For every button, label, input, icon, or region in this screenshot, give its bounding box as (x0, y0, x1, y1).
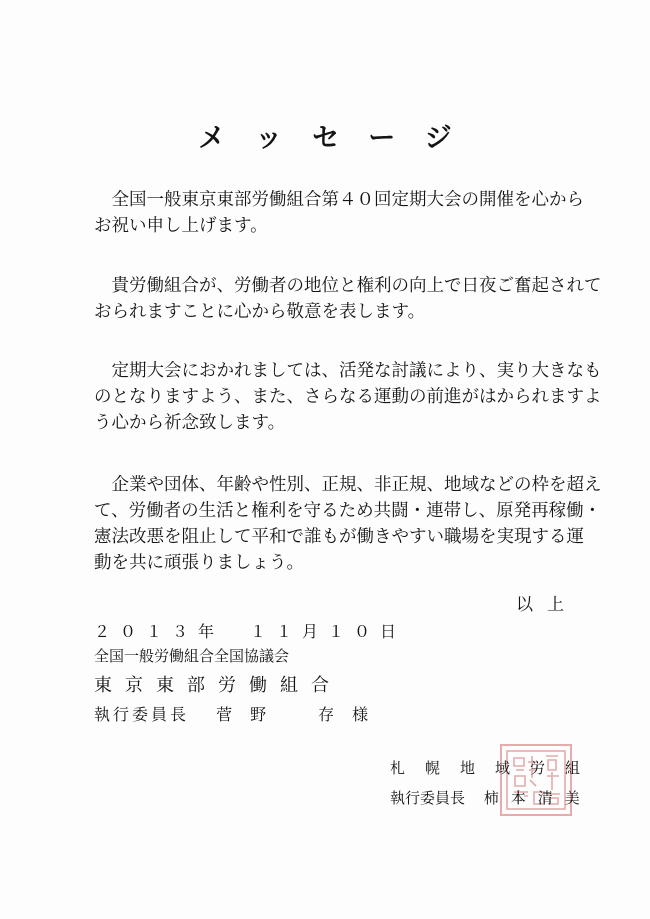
paragraph-line: 動を共に頑張りましょう。 (94, 553, 304, 573)
recipient-line (94, 702, 386, 725)
page-title: メッセージ (198, 123, 482, 154)
date: ２０１３年 １１月１０日 (94, 622, 407, 641)
paragraph-line: て、労働者の生活と権利を守るため共闘・連帯し、原発再稼働・ (94, 501, 602, 521)
recipient-name: 菅野 存様 (216, 705, 387, 724)
paragraph-line: おられますことに心から敬意を表します。 (94, 302, 426, 322)
paragraph-line: 企業や団体、年齢や性別、正規、非正規、地域などの枠を超え (111, 475, 602, 495)
paragraph-1 (94, 187, 584, 239)
recipient-title: 執行委員長 (94, 705, 190, 724)
paragraph-line: 貴労働組合が、労働者の地位と権利の向上で日夜ご奮起されて (111, 276, 602, 296)
sender-line (390, 787, 592, 808)
from-organization: 全国一般労働組合全国協議会 (94, 647, 290, 665)
paragraph-3 (94, 358, 602, 436)
sender-org: 札幌地域労組 (390, 759, 601, 777)
paragraph-line: 全国一般東京東部労働組合第４０回定期大会の開催を心から (111, 190, 584, 210)
recipient-org: 東京東部労働組合 (94, 675, 342, 696)
sender-title: 執行委員長 (390, 789, 466, 807)
sender-name: 柿本清美 (483, 789, 592, 807)
paragraph-line: のとなりますよう、また、さらなる運動の前進がはかられますよ (94, 387, 602, 407)
paragraph-line: お祝い申し上げます。 (94, 216, 268, 236)
closing-remark: 以上 (516, 595, 578, 615)
paragraph-2 (94, 273, 602, 325)
paragraph-line: う心から祈念致します。 (94, 413, 286, 433)
paragraph-line: 憲法改悪を阻止して平和で誰もが働きやすい職場を実現する運 (94, 527, 584, 547)
paragraph-line: 定期大会におかれましては、活発な討議により、実り大きなも (111, 361, 602, 381)
paragraph-4 (94, 472, 602, 576)
